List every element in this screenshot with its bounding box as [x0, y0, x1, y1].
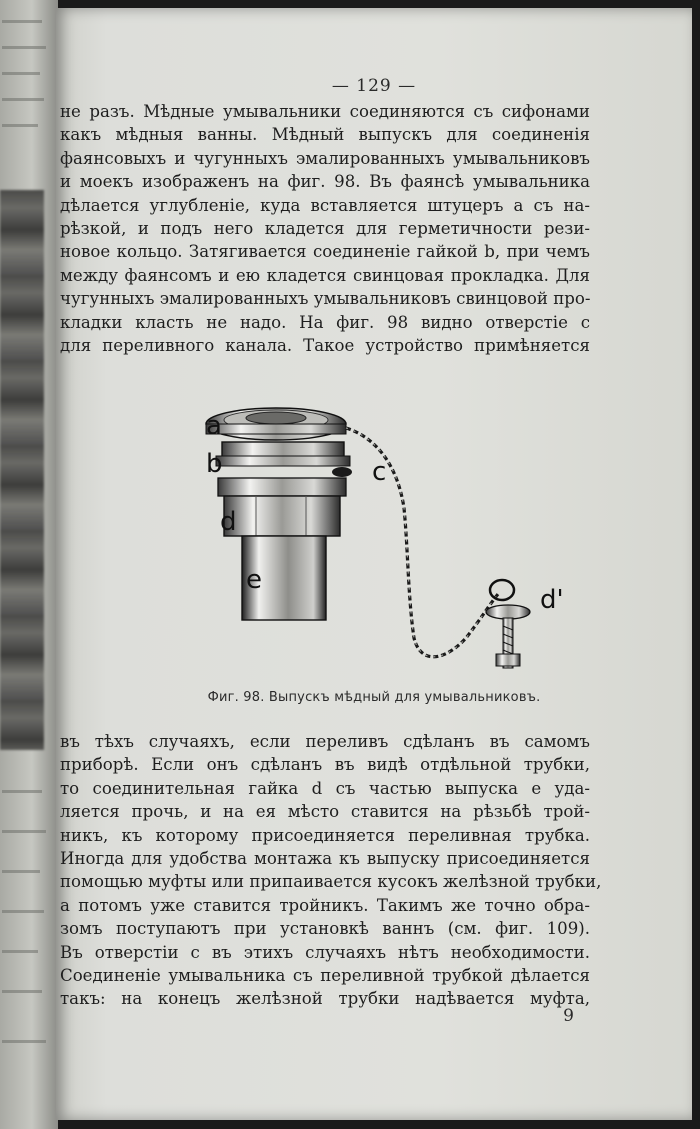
book-page: [56, 8, 692, 1120]
text-line: то соединительная гайка d съ частью выпуска e уда-: [60, 778, 590, 798]
figure-label-c: c: [372, 457, 387, 487]
text-line: ляется прочь, и на ея мѣсто ставится на рѣзьбѣ трой-: [60, 802, 590, 822]
adjacent-text-fragment: [2, 72, 40, 75]
text-line: между фаянсомъ и ею кладется свинцовая прокладка. Для: [60, 265, 590, 285]
overflow-opening-c: [332, 467, 352, 477]
adjacent-text-fragment: [2, 870, 40, 873]
adjacent-text-fragment: [2, 830, 46, 833]
text-line: новое кольцо. Затягивается соединеніе гайкой b, при чемъ: [60, 242, 590, 262]
figure-98-outlet-illustration: [146, 398, 564, 688]
stopper-d-prime: [486, 580, 530, 668]
page-number: — 129 —: [331, 76, 417, 96]
text-line: помощью муфты или припаивается кусокъ желѣзной трубки,: [60, 872, 602, 892]
text-line: и моекъ изображенъ на фиг. 98. Въ фаянсѣ умывальника: [60, 172, 590, 192]
coupling-nut-part-d: [218, 478, 346, 536]
flange-part-a: [206, 408, 346, 440]
text-line: Въ отверстіи c въ этихъ случаяхъ нѣтъ необходимости.: [60, 942, 590, 962]
adjacent-text-fragment: [2, 20, 42, 23]
figure-label-e: e: [246, 565, 262, 595]
figure-caption: Фиг. 98. Выпускъ мѣдный для умывальниковъ.: [207, 690, 541, 705]
text-line: а потомъ уже ставится тройникъ. Такимъ же точно обра-: [60, 895, 590, 915]
figure-label-b: b: [206, 449, 223, 479]
text-line: приборѣ. Если онъ сдѣланъ въ видѣ отдѣльной трубки,: [60, 755, 590, 775]
adjacent-text-fragment: [2, 950, 38, 953]
figure-label-d: d: [220, 507, 237, 537]
text-line: не разъ. Мѣдные умывальники соединяются съ сифонами: [60, 102, 590, 121]
plug-chain: [346, 428, 498, 657]
adjacent-text-fragment: [2, 1040, 46, 1043]
adjacent-text-fragment: [2, 46, 46, 49]
figure-label-a: a: [206, 411, 222, 441]
text-line: фаянсовыхъ и чугунныхъ эмалированныхъ умывальниковъ: [60, 148, 590, 168]
nut-part-b: [216, 442, 350, 466]
adjacent-page-edge: [0, 0, 58, 1129]
adjacent-page-photo: [0, 190, 44, 750]
text-line: дѣлается углубленіе, куда вставляется штуцеръ a съ на-: [60, 195, 590, 215]
paragraph-top: [60, 100, 590, 357]
text-line: чугунныхъ эмалированныхъ умывальниковъ свинцовой про-: [60, 289, 591, 309]
printer-signature-mark: 9: [563, 1006, 574, 1026]
adjacent-text-fragment: [2, 910, 44, 913]
paragraph-bottom: [60, 730, 602, 1011]
figure-label-d-prime: d': [540, 585, 564, 615]
text-line: никъ, къ которому присоединяется переливная трубка.: [60, 825, 590, 845]
text-line: такъ: на конецъ желѣзной трубки надѣвается муфта,: [60, 989, 590, 1009]
text-line: Иногда для удобства монтажа къ выпуску присоединяется: [60, 849, 590, 869]
text-line: рѣзкой, и подъ него кладется для герметичности рези-: [60, 219, 590, 239]
adjacent-text-fragment: [2, 790, 42, 793]
text-line: въ тѣхъ случаяхъ, если переливъ сдѣланъ въ самомъ: [60, 732, 590, 751]
adjacent-text-fragment: [2, 990, 42, 993]
adjacent-text-fragment: [2, 124, 38, 127]
text-line: какъ мѣдныя ванны. Мѣдный выпускъ для соединенія: [60, 125, 590, 145]
text-line: Соединеніе умывальника съ переливной трубкой дѣлается: [60, 966, 590, 986]
adjacent-text-fragment: [2, 98, 44, 101]
text-line: кладки класть не надо. На фиг. 98 видно отверстіе c: [60, 312, 590, 332]
text-line: для переливного канала. Такое устройство примѣняется: [60, 336, 590, 356]
text-line: зомъ поступаютъ при установкѣ ваннъ (см. фиг. 109).: [60, 919, 590, 939]
